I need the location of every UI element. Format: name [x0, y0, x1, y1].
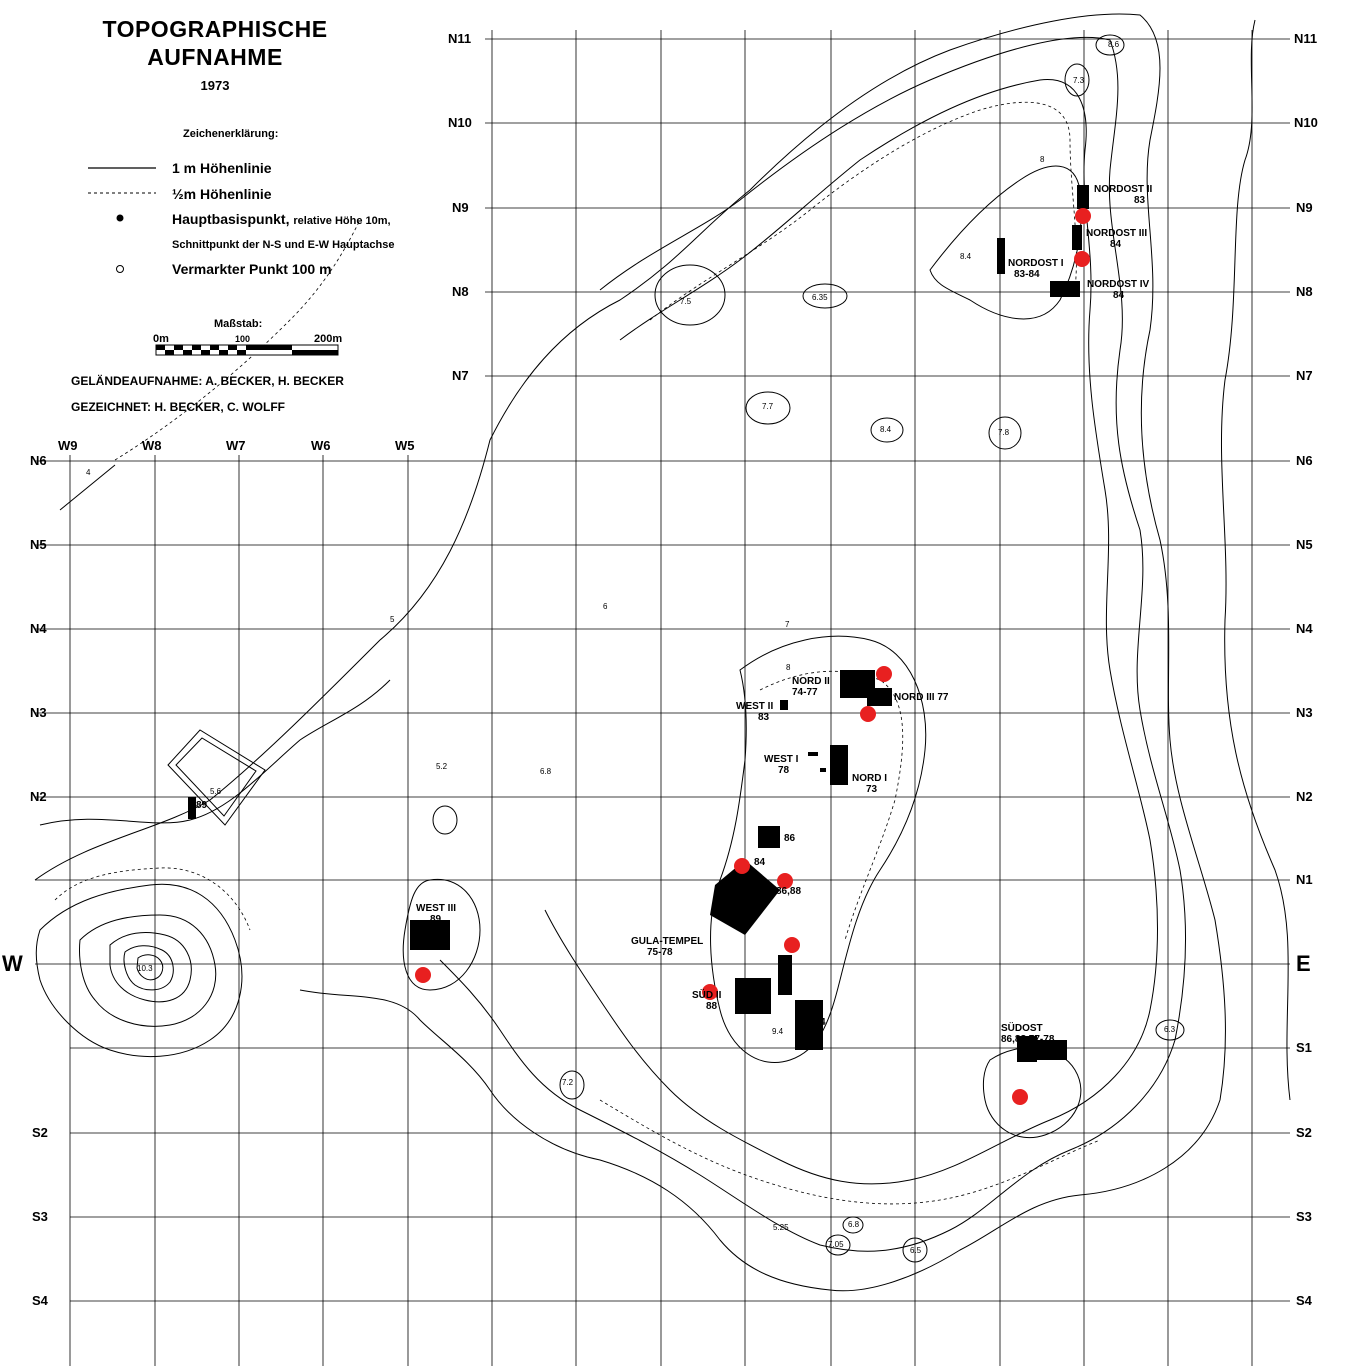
legend-contour-half-m: ½m Höhenlinie	[172, 186, 272, 202]
scale-label-100: 100	[235, 334, 251, 344]
red-marker	[860, 706, 876, 722]
row-label-S3-left: S3	[32, 1209, 48, 1224]
site-label-86: 86	[784, 833, 796, 844]
row-label-S1-right: S1	[1296, 1040, 1312, 1055]
legend-contour-1m: 1 m Höhenlinie	[172, 160, 272, 176]
col-label-W7: W7	[226, 438, 246, 453]
row-label-N10-left: N10	[448, 115, 472, 130]
red-marker	[876, 666, 892, 682]
red-marker	[1074, 251, 1090, 267]
elevation-label: 6	[603, 602, 608, 611]
excavation-nordost-iii	[1072, 225, 1082, 250]
site-label-nord-iii: NORD III 77	[894, 692, 949, 703]
excavation-nordost-i	[997, 238, 1005, 274]
row-label-N2-left: N2	[30, 789, 47, 804]
contour-6-main	[440, 37, 1185, 1251]
half-contour-west	[55, 868, 250, 930]
red-marker	[415, 967, 431, 983]
row-label-N11-right: N11	[1294, 31, 1318, 46]
map-title-line1: TOPOGRAPHISCHE	[102, 16, 328, 42]
site-label-nordost-ii: NORDOST II 83	[1094, 184, 1153, 206]
credits-drawn: GEZEICHNET: H. BECKER, C. WOLFF	[71, 400, 285, 414]
half-contour-south	[600, 1100, 1100, 1204]
col-label-W9: W9	[58, 438, 78, 453]
row-label-N3-left: N3	[30, 705, 47, 720]
site-label-nordost-i: NORDOST I 83-84	[1008, 258, 1064, 280]
row-label-S4-right: S4	[1296, 1293, 1312, 1308]
elevation-label: 4	[86, 468, 91, 477]
legend-marked-point	[117, 266, 124, 273]
row-label-N7-left: N7	[452, 368, 469, 383]
legend-main-point	[117, 215, 124, 222]
excavation-nordost-ii	[1077, 185, 1089, 209]
site-label-west-i: WEST I 78	[764, 754, 799, 776]
row-label-S2-right: S2	[1296, 1125, 1312, 1140]
excavation-sued-ii	[735, 978, 771, 1014]
legend-marked-point-label: Vermarkter Punkt 100 m	[172, 261, 332, 277]
site-label-86-88: 86,88	[776, 886, 802, 897]
col-label-W6: W6	[311, 438, 331, 453]
row-label-N6-left: N6	[30, 453, 47, 468]
elevation-label: 7.2	[562, 1078, 574, 1087]
row-label-S4-left: S4	[32, 1293, 48, 1308]
row-label-N7-right: N7	[1296, 368, 1313, 383]
site-label-nord-i: NORD I 73	[852, 773, 887, 795]
scale-label-200: 200m	[314, 333, 343, 345]
row-label-N5-right: N5	[1296, 537, 1313, 552]
site-label-nordost-iv: NORDOST IV 84	[1087, 279, 1150, 301]
elevation-label: 7.5	[680, 297, 692, 306]
row-label-S3-right: S3	[1296, 1209, 1312, 1224]
contour-7-main	[545, 80, 1158, 1184]
map-title-line2: AUFNAHME	[147, 44, 283, 70]
row-label-N3-right: N3	[1296, 705, 1313, 720]
elevation-label: 7.05	[828, 1240, 844, 1249]
row-label-N1-right: N1	[1296, 872, 1313, 887]
elevation-label: 8.4	[960, 252, 972, 261]
row-label-N8-right: N8	[1296, 284, 1313, 299]
elevation-label: 7	[785, 620, 790, 629]
map-year: 1973	[200, 78, 230, 93]
red-marker	[1012, 1089, 1028, 1105]
red-markers	[415, 208, 1091, 1105]
excavation-nordost-iv	[1050, 281, 1080, 297]
elevation-label: 5	[390, 615, 395, 624]
elevation-label: 9.4	[772, 1027, 784, 1036]
scale-heading: Maßstab:	[214, 318, 263, 330]
elevation-label: 6.3	[1164, 1025, 1176, 1034]
red-marker	[1075, 208, 1091, 224]
contour-square-mound-outer	[168, 730, 265, 825]
scale-label-0: 0m	[153, 333, 169, 345]
legend-main-point-note2: Schnittpunkt der N-S und E-W Hauptachse	[172, 239, 395, 251]
contour-5-outer	[35, 14, 1225, 1291]
elevation-label: 10.3	[137, 964, 153, 973]
contour-knoll-13	[433, 806, 457, 834]
east-direction-label: E	[1296, 951, 1311, 976]
red-marker	[784, 937, 800, 953]
site-label-89-square: 89	[196, 800, 208, 811]
elevation-label: 7.3	[1073, 76, 1085, 85]
elevation-label: 6.5	[910, 1246, 922, 1255]
row-label-N9-right: N9	[1296, 200, 1313, 215]
credits-survey: GELÄNDEAUFNAHME: A. BECKER, H. BECKER	[71, 374, 344, 388]
elevation-label: 5.6	[210, 787, 222, 796]
contour-4-east	[1221, 20, 1290, 1100]
row-label-N4-right: N4	[1296, 621, 1313, 636]
site-label-west-ii: WEST II 83	[736, 701, 774, 723]
col-label-W5: W5	[395, 438, 415, 453]
contour-knoll-1	[655, 265, 725, 325]
excavation-nord-iii	[867, 688, 892, 706]
row-label-N11-left: N11	[448, 31, 472, 46]
red-marker	[734, 858, 750, 874]
site-label-nord-ii: NORD II 74-77	[792, 676, 830, 698]
row-label-N8-left: N8	[452, 284, 469, 299]
west-direction-label: W	[2, 951, 23, 976]
elevation-label: 6.8	[540, 767, 552, 776]
row-label-N4-left: N4	[30, 621, 47, 636]
legend-main-point-label: Hauptbasispunkt, relative Höhe 10m,	[172, 211, 391, 227]
elevation-label: 6.8	[848, 1220, 860, 1229]
row-label-N6-right: N6	[1296, 453, 1313, 468]
site-label-sued-ii: SÜD II 88	[692, 990, 722, 1012]
excavation-west-i-b	[820, 768, 826, 772]
contour-5-west	[40, 680, 390, 825]
row-label-N5-left: N5	[30, 537, 47, 552]
excavation-west-i-a	[808, 752, 818, 756]
row-label-N2-right: N2	[1296, 789, 1313, 804]
excavation-west-ii	[780, 700, 788, 710]
elevation-label: 8.4	[880, 425, 892, 434]
elevation-label: 7.7	[762, 402, 774, 411]
excavation-89-square	[188, 797, 196, 819]
elevation-label: 8	[786, 663, 791, 672]
excavation-nord-i	[830, 745, 848, 785]
site-label-gula-tempel: GULA-TEMPEL 75-78	[631, 936, 704, 958]
row-label-N10-right: N10	[1294, 115, 1318, 130]
elevation-label: 5.25	[773, 1223, 789, 1232]
legend-heading: Zeichenerklärung:	[183, 128, 279, 140]
site-label-84: 84	[754, 857, 766, 868]
excavation-sued-a	[778, 955, 792, 995]
row-label-N9-left: N9	[452, 200, 469, 215]
elevation-label: 8.6	[1108, 40, 1120, 49]
col-label-W8: W8	[142, 438, 162, 453]
site-label-nordost-iii: NORDOST III 84	[1086, 228, 1148, 250]
elevation-label: 7.8	[998, 428, 1010, 437]
site-label-west-iii: WEST III 89	[416, 903, 456, 925]
half-contour-north	[650, 102, 1076, 320]
excavation-86	[758, 826, 780, 848]
elevation-label: 5.2	[436, 762, 448, 771]
elevation-label: 8	[1040, 155, 1045, 164]
row-label-S2-left: S2	[32, 1125, 48, 1140]
site-label-sued: SÜD 73-74	[800, 1006, 826, 1028]
elevation-label: 6.35	[812, 293, 828, 302]
site-label-suedost: SÜDOST 86,88 77-78	[1001, 1023, 1055, 1045]
